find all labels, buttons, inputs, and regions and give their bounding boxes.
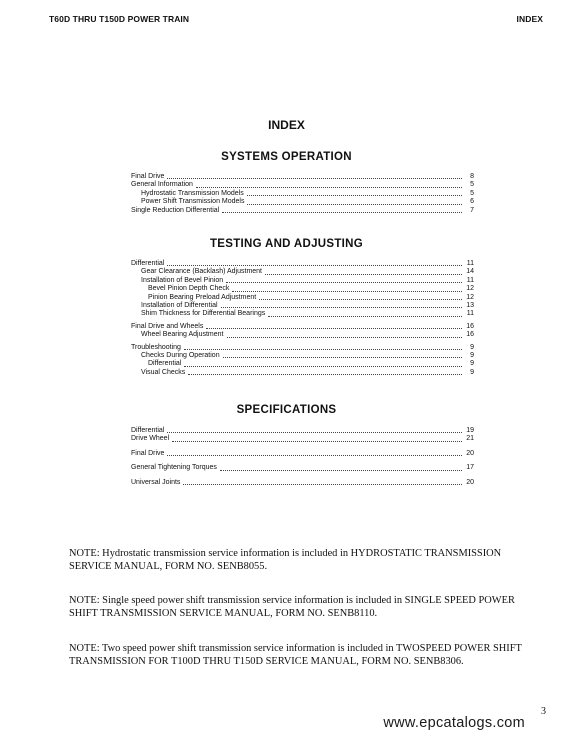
toc-entry-label: Universal Joints — [131, 478, 181, 486]
toc-entry-page: 12 — [466, 293, 474, 301]
note-hydrostatic — [69, 548, 549, 573]
toc-entry-label: Shim Thickness for Differential Bearings — [141, 310, 266, 318]
toc-leader — [172, 441, 462, 442]
toc-entry-label: Bevel Pinion Depth Check — [148, 285, 230, 293]
toc-entry[interactable] — [131, 268, 474, 276]
toc-entry-label: Single Reduction Differential — [131, 206, 220, 214]
toc-entry-page: 16 — [466, 322, 474, 330]
toc-entry-label: Gear Clearance (Backlash) Adjustment — [141, 268, 262, 276]
toc-entry-page: 19 — [466, 426, 474, 434]
toc-entry-label: General Tightening Torques — [131, 464, 217, 472]
note-line: NOTE: Hydrostatic transmission service information is included in HYDROSTATIC TRANSMISSION — [69, 548, 502, 559]
toc-leader — [221, 307, 462, 308]
note-line: NOTE: Single speed power shift transmission service information is included in SINGLE SPEED POWER — [69, 595, 515, 606]
watermark: www.epcatalogs.com — [383, 715, 525, 731]
toc-entry-page: 6 — [470, 198, 474, 206]
toc-entry-page: 16 — [466, 331, 474, 339]
toc-entry[interactable] — [131, 198, 474, 206]
toc-leader — [167, 178, 462, 179]
toc-entry-label: Installation of Differential — [141, 301, 218, 309]
running-header-section: INDEX — [516, 14, 543, 24]
toc-entry-label: Visual Checks — [141, 368, 186, 376]
toc-entry[interactable] — [131, 450, 474, 458]
toc-entry-page: 11 — [466, 310, 474, 318]
toc-leader — [206, 328, 462, 329]
note-line: SHIFT TRANSMISSION SERVICE MANUAL, FORM NO. SENB8110. — [69, 607, 378, 619]
toc-leader — [247, 195, 462, 196]
section-title-systems-operation: SYSTEMS OPERATION — [221, 151, 352, 163]
toc-entry-page: 20 — [466, 478, 474, 486]
toc-entry[interactable] — [131, 302, 474, 310]
toc-leader — [247, 204, 462, 205]
toc-entry[interactable] — [131, 323, 474, 331]
toc-entry[interactable] — [131, 285, 474, 293]
toc-leader — [188, 374, 462, 375]
section-title-specifications: SPECIFICATIONS — [236, 404, 337, 416]
toc-entry[interactable] — [131, 479, 474, 487]
toc-entry[interactable] — [131, 207, 474, 215]
toc-entry-label: Hydrostatic Transmission Models — [141, 189, 244, 197]
note-two-speed — [69, 643, 549, 668]
toc-entry-label: Checks During Operation — [141, 351, 220, 359]
toc-entry-page: 5 — [470, 189, 474, 197]
toc-entry-label: Troubleshooting — [131, 343, 181, 351]
toc-entry-page: 8 — [470, 172, 474, 180]
toc-entry-label: Final Drive and Wheels — [131, 322, 204, 330]
toc-entry[interactable] — [131, 294, 474, 302]
toc-testing-and-adjusting — [131, 260, 474, 377]
toc-entry-page: 9 — [470, 360, 474, 368]
toc-entry[interactable] — [131, 181, 474, 189]
toc-entry-page: 7 — [470, 206, 474, 214]
toc-entry-label: Pinion Bearing Preload Adjustment — [148, 293, 257, 301]
note-line: NOTE: Two speed power shift transmission service information is included in TWOSPEED POWER SHIFT — [69, 643, 522, 654]
toc-leader — [196, 187, 462, 188]
note-line: SERVICE MANUAL, FORM NO. SENB8055. — [69, 560, 268, 572]
toc-entry[interactable] — [131, 173, 474, 181]
toc-leader — [223, 357, 462, 358]
toc-entry-page: 13 — [466, 301, 474, 309]
toc-entry-page: 12 — [466, 285, 474, 293]
toc-entry-page: 9 — [470, 368, 474, 376]
toc-entry[interactable] — [131, 344, 474, 352]
toc-entry[interactable] — [131, 427, 474, 435]
toc-entry[interactable] — [131, 260, 474, 268]
toc-entry[interactable] — [131, 190, 474, 198]
toc-leader — [167, 265, 462, 266]
toc-entry-page: 9 — [470, 343, 474, 351]
note-line: TRANSMISSION FOR T100D THRU T150D SERVICE MANUAL, FORM NO. SENB8306. — [69, 655, 464, 667]
toc-entry[interactable] — [131, 277, 474, 285]
toc-leader — [226, 282, 462, 283]
toc-entry-label: Differential — [148, 360, 182, 368]
toc-entry-label: Differential — [131, 259, 165, 267]
toc-leader — [227, 337, 463, 338]
toc-leader — [265, 274, 462, 275]
toc-entry[interactable] — [131, 464, 474, 472]
toc-entry[interactable] — [131, 435, 474, 443]
toc-entry-page: 20 — [466, 449, 474, 457]
toc-entry-page: 9 — [470, 351, 474, 359]
section-title-testing-and-adjusting: TESTING AND ADJUSTING — [209, 238, 364, 250]
toc-entry[interactable] — [131, 310, 474, 318]
toc-entry-label: General Information — [131, 181, 193, 189]
toc-entry[interactable] — [131, 352, 474, 360]
toc-entry-label: Power Shift Transmission Models — [141, 198, 245, 206]
toc-leader — [222, 212, 462, 213]
toc-entry-label: Differential — [131, 426, 165, 434]
toc-entry-label: Installation of Bevel Pinion — [141, 276, 224, 284]
toc-entry-label: Final Drive — [131, 449, 165, 457]
toc-systems-operation — [131, 173, 474, 215]
toc-leader — [183, 484, 462, 485]
toc-entry-page: 14 — [466, 268, 474, 276]
toc-entry-label: Wheel Bearing Adjustment — [141, 331, 224, 339]
page-number: 3 — [541, 706, 546, 717]
toc-leader — [184, 366, 462, 367]
toc-entry-page: 21 — [466, 435, 474, 443]
toc-leader — [184, 349, 462, 350]
note-single-speed — [69, 595, 549, 620]
toc-entry-page: 11 — [466, 259, 474, 267]
toc-entry[interactable] — [131, 369, 474, 377]
toc-entry[interactable] — [131, 360, 474, 368]
toc-entry-label: Drive Wheel — [131, 435, 170, 443]
toc-entry[interactable] — [131, 331, 474, 339]
toc-leader — [268, 316, 462, 317]
toc-entry-label: Final Drive — [131, 172, 165, 180]
toc-leader — [167, 432, 462, 433]
toc-entry-page: 5 — [470, 181, 474, 189]
toc-leader — [259, 299, 462, 300]
page-title: INDEX — [268, 118, 305, 132]
toc-leader — [232, 291, 462, 292]
toc-entry-page: 17 — [466, 464, 474, 472]
toc-entry-page: 11 — [466, 276, 474, 284]
running-header-title: T60D THRU T150D POWER TRAIN — [49, 14, 190, 24]
toc-specifications — [131, 427, 474, 487]
toc-leader — [167, 455, 462, 456]
toc-leader — [220, 470, 462, 471]
